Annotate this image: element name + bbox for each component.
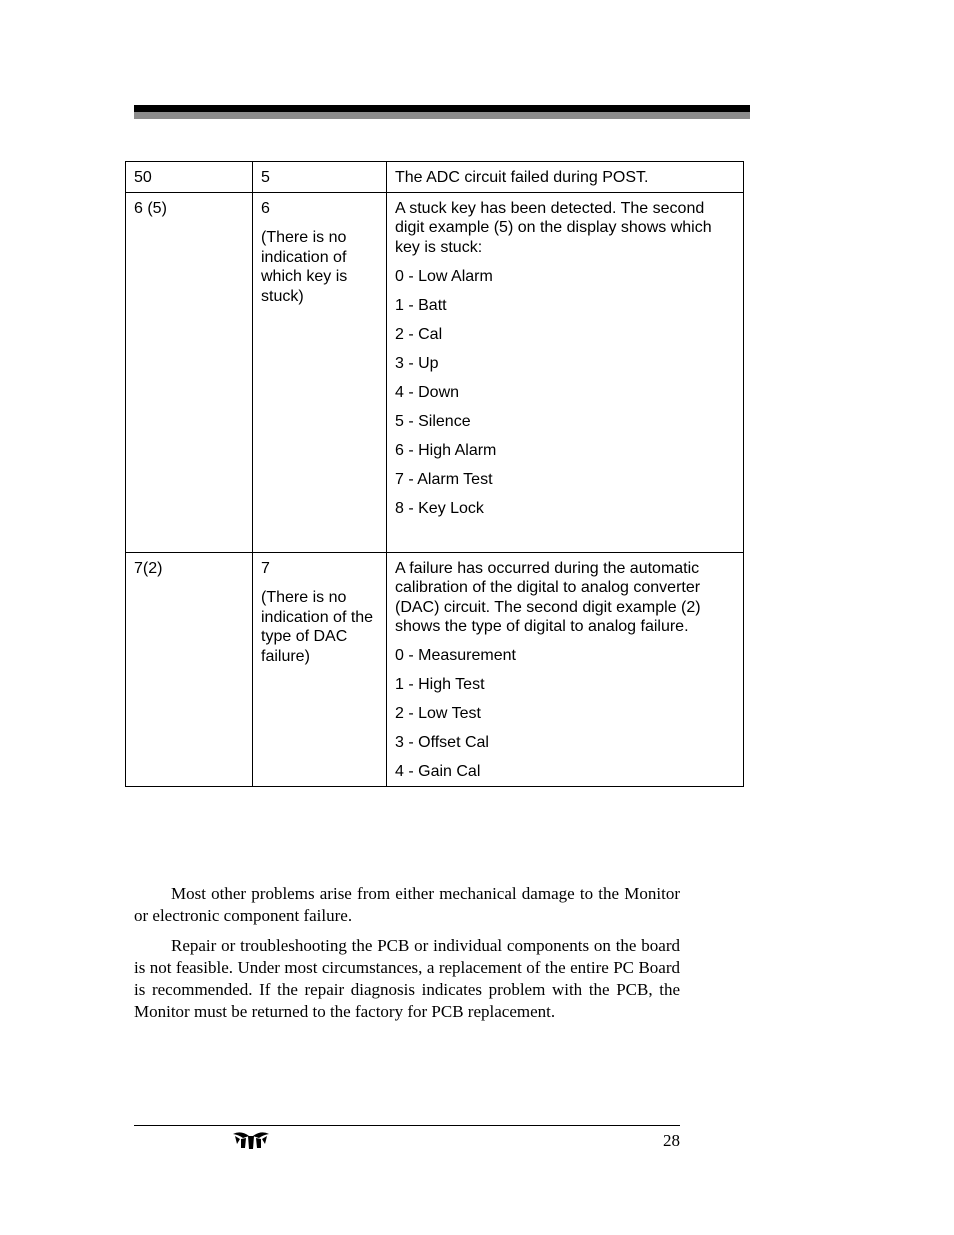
list-item: 7 - Alarm Test [395,471,493,489]
error-code-note: (There is no indication of which key is stuck) [261,229,348,305]
error-code-cell [253,552,387,786]
error-code-cell: 5 [253,162,387,193]
error-description-cell [387,192,744,552]
error-code-table [125,161,744,787]
list-item: 4 - Gain Cal [395,763,481,781]
error-code: 7 [261,559,270,577]
list-item: 6 - High Alarm [395,442,497,460]
stuck-key-list [395,267,735,519]
footer-rule [134,1125,680,1126]
error-description-cell [387,552,744,786]
table-row [126,162,744,193]
error-description: A stuck key has been detected. The second digit example (5) on the display shows which key is stuck: [395,199,712,256]
error-display-cell: 50 [126,162,253,193]
list-item: 3 - Up [395,354,439,372]
page-number: 28 [663,1131,680,1150]
error-code-cell [253,192,387,552]
list-item: 3 - Offset Cal [395,734,489,752]
list-item: 1 - High Test [395,676,485,694]
paragraph: Repair or troubleshooting the PCB or individual components on the board is not feasible. Under most circumstances, a replacement of the entire PC Board is recommended. If the repair diagnosis indicates problem with the PCB, the Monitor must be returned to the factory for PCB replacement. [134,936,680,1021]
error-display-cell: 6 (5) [126,192,253,552]
list-item: 2 - Low Test [395,705,481,723]
list-item: 5 - Silence [395,413,471,431]
header-rule-gray [134,112,750,119]
table-row [126,552,744,786]
list-item: 0 - Low Alarm [395,267,493,285]
error-display-cell: 7(2) [126,552,253,786]
error-description: A failure has occurred during the automatic calibration of the digital to analog converter (DAC) circuit. The second digit example (2) shows the type of digital to analog failure. [395,559,701,635]
dac-failure-list [395,646,735,782]
error-code-note: (There is no indication of the type of DAC failure) [261,589,374,665]
list-item: 8 - Key Lock [395,500,484,518]
list-item: 4 - Down [395,383,460,401]
paragraph: Most other problems arise from either mechanical damage to the Monitor or electronic component failure. [134,884,680,925]
list-item: 0 - Measurement [395,647,516,665]
body-text [134,883,680,1031]
header-rule-black [134,105,750,112]
error-code: 6 [261,199,270,217]
table-row [126,192,744,552]
teledyne-logo-icon [231,1130,271,1150]
list-item: 1 - Batt [395,296,447,314]
error-description-cell: The ADC circuit failed during POST. [387,162,744,193]
list-item: 2 - Cal [395,325,443,343]
